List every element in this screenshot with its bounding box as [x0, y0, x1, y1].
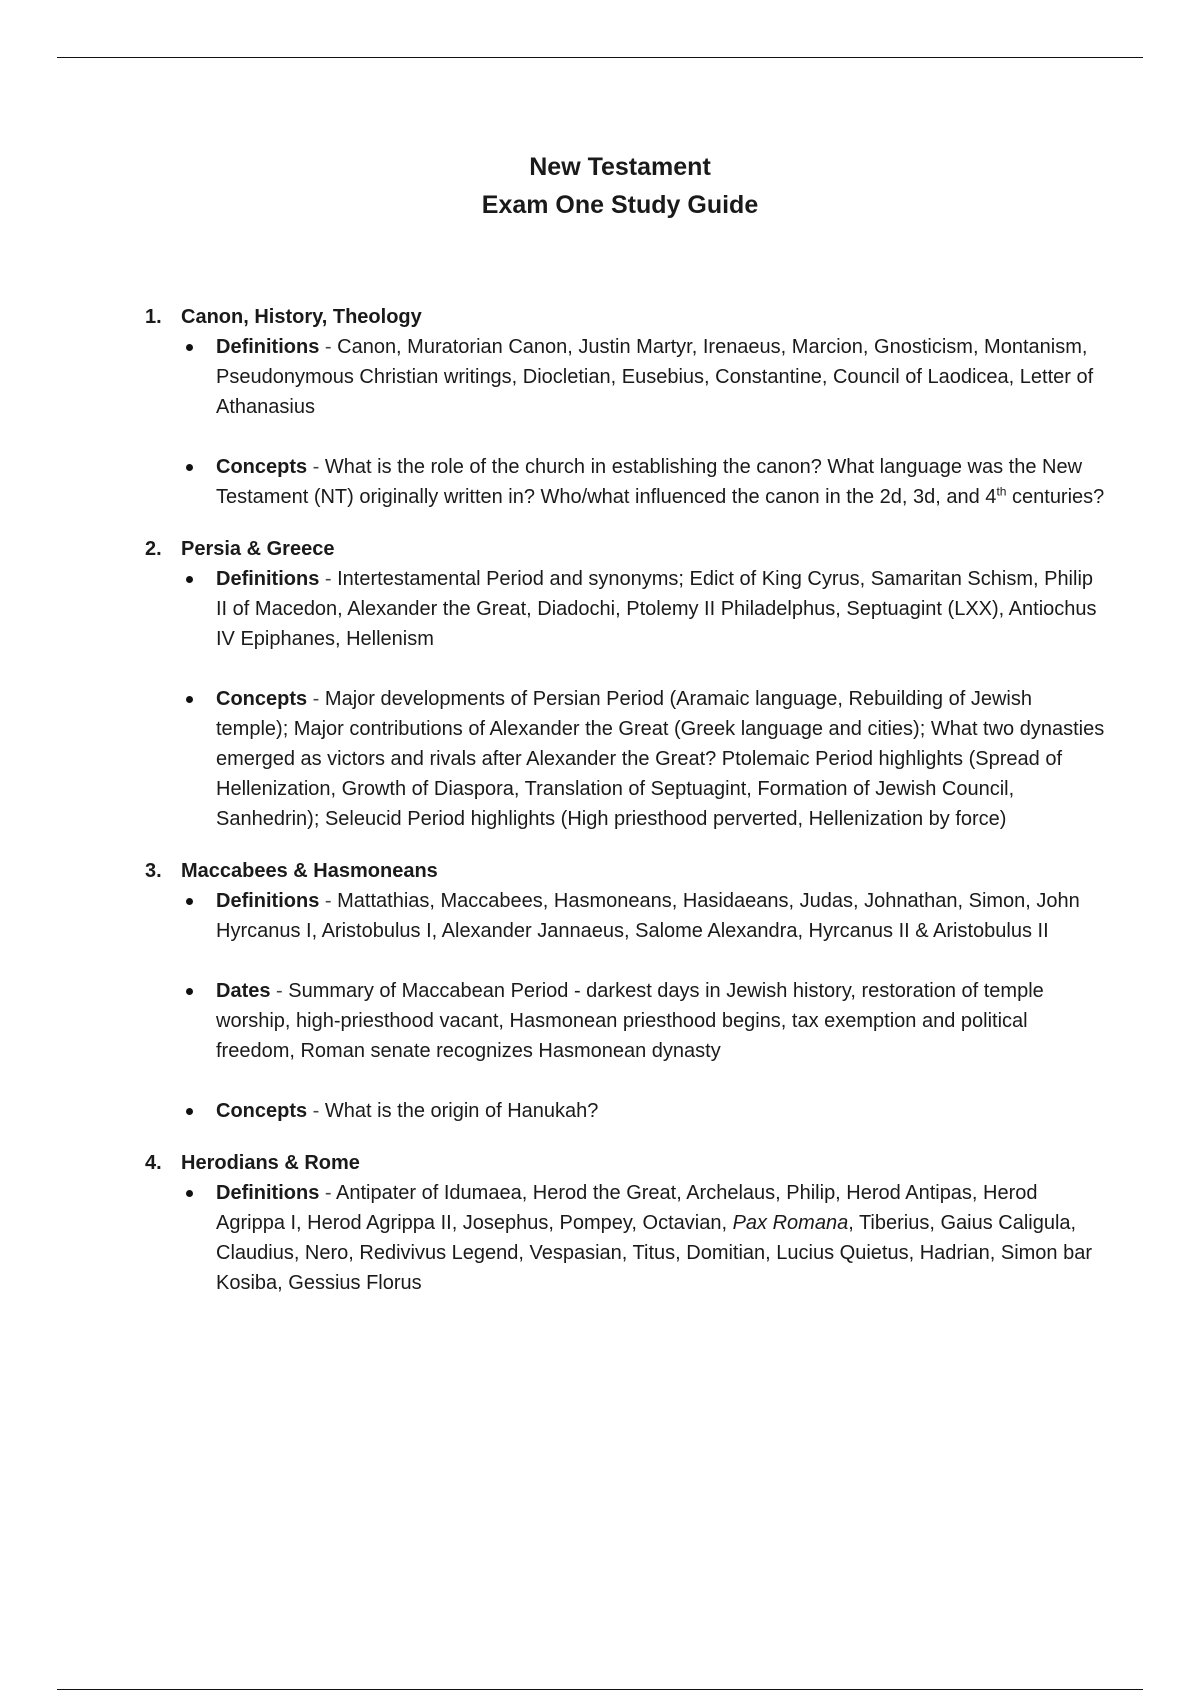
item-label: Concepts [216, 1100, 308, 1122]
item-text-end: , Tiberius, Gaius Caligula, Claudius, Nero, Redivivus Legend, Vespasian, Titus, Domitian, Lucius Quietus, Hadrian, Simon bar Kosiba, Gessius Florus [216, 1212, 1093, 1294]
section-heading [145, 534, 1105, 564]
section-heading [145, 856, 1105, 886]
item-text: Canon, Muratorian Canon, Justin Martyr, Irenaeus, Marcion, Gnosticism, Montanism, Pseudonymous Christian writings, Diocletian, Eusebius, Constantine, Council of Laodicea, Letter of Athanasius [216, 336, 1094, 418]
ordinal-superscript: th [996, 484, 1007, 499]
item-label: Definitions [216, 1182, 320, 1204]
item-text: Intertestamental Period and synonyms; Edict of King Cyrus, Samaritan Schism, Philip II of Macedon, Alexander the Great, Diadochi, Ptolemy II Philadelphus, Septuagint (LXX), Antiochus IV Epiphanes, Hellenism [216, 568, 1097, 650]
separator: - [270, 980, 289, 1002]
study-guide-outline [145, 302, 1105, 1320]
item-text-end: centuries? [1006, 486, 1105, 508]
bullet-icon [181, 332, 216, 422]
separator: - [307, 456, 325, 478]
item-label: Definitions [216, 890, 320, 912]
list-item [181, 976, 1105, 1066]
bullet-icon [181, 564, 216, 654]
section-number: 1. [145, 306, 162, 328]
bullet-icon [181, 1096, 216, 1126]
item-label: Concepts [216, 456, 308, 478]
item-label: Definitions [216, 336, 320, 358]
item-label: Dates [216, 980, 271, 1002]
section-heading [145, 1148, 1105, 1178]
section-title: Maccabees & Hasmoneans [181, 860, 438, 882]
list-item [181, 564, 1105, 654]
list-item [181, 1096, 1105, 1126]
item-label: Concepts [216, 688, 308, 710]
title-line-1: New Testament [529, 153, 711, 181]
section-herodians-rome [145, 1148, 1105, 1298]
italic-term: Pax Romana [732, 1212, 849, 1234]
separator: - [319, 1182, 337, 1204]
section-persia-greece [145, 534, 1105, 834]
separator: - [307, 688, 325, 710]
bullet-icon [181, 1178, 216, 1298]
separator: - [319, 568, 338, 590]
separator: - [307, 1100, 325, 1122]
section-title: Herodians & Rome [181, 1152, 360, 1174]
bottom-rule [57, 1689, 1143, 1690]
top-rule [57, 57, 1143, 58]
section-number: 4. [145, 1152, 162, 1174]
list-item [181, 1178, 1105, 1298]
section-maccabees-hasmoneans [145, 856, 1105, 1126]
list-item [181, 684, 1105, 834]
section-number: 3. [145, 860, 162, 882]
section-title: Persia & Greece [181, 538, 335, 560]
section-canon-history-theology [145, 302, 1105, 512]
list-item [181, 886, 1105, 946]
item-text: Summary of Maccabean Period - darkest days in Jewish history, restoration of temple worship, high-priesthood vacant, Hasmonean priesthood begins, tax exemption and political freedom, Roman senate recognizes Hasmonean dynasty [216, 980, 1044, 1062]
item-text: Mattathias, Maccabees, Hasmoneans, Hasidaeans, Judas, Johnathan, Simon, John Hyrcanus I, Aristobulus I, Alexander Jannaeus, Salome Alexandra, Hyrcanus II & Aristobulus II [216, 890, 1080, 942]
item-text: What is the origin of Hanukah? [324, 1100, 599, 1122]
list-item [181, 452, 1105, 512]
item-text: What is the role of the church in establishing the canon? What language was the New Testament (NT) originally written in? Who/what influenced the canon in the 2d, 3d, and 4 [216, 456, 1083, 508]
section-title: Canon, History, Theology [181, 306, 422, 328]
title-line-2: Exam One Study Guide [481, 191, 759, 219]
bullet-icon [181, 684, 216, 834]
bullet-icon [181, 452, 216, 512]
item-text: Antipater of Idumaea, Herod the Great, Archelaus, Philip, Herod Antipas, Herod Agrippa I, Herod Agrippa II, Josephus, Pompey, Octavian, [216, 1182, 1038, 1234]
list-item [181, 332, 1105, 422]
item-text: Major developments of Persian Period (Aramaic language, Rebuilding of Jewish temple); Major contributions of Alexander the Great (Greek language and cities); What two dynasties emerged as victors and rivals after Alexander the Great? Ptolemaic Period highlights (Spread of Hellenization, Growth of Diaspora, Translation of Septuagint, Formation of Jewish Council, Sanhedrin); Seleucid Period highlights (High priesthood perverted, Hellenization by force) [216, 688, 1105, 830]
bullet-icon [181, 886, 216, 946]
separator: - [319, 336, 338, 358]
section-number: 2. [145, 538, 162, 560]
bullet-icon [181, 976, 216, 1066]
document-title [0, 148, 1200, 224]
section-heading [145, 302, 1105, 332]
separator: - [319, 890, 338, 912]
item-label: Definitions [216, 568, 320, 590]
